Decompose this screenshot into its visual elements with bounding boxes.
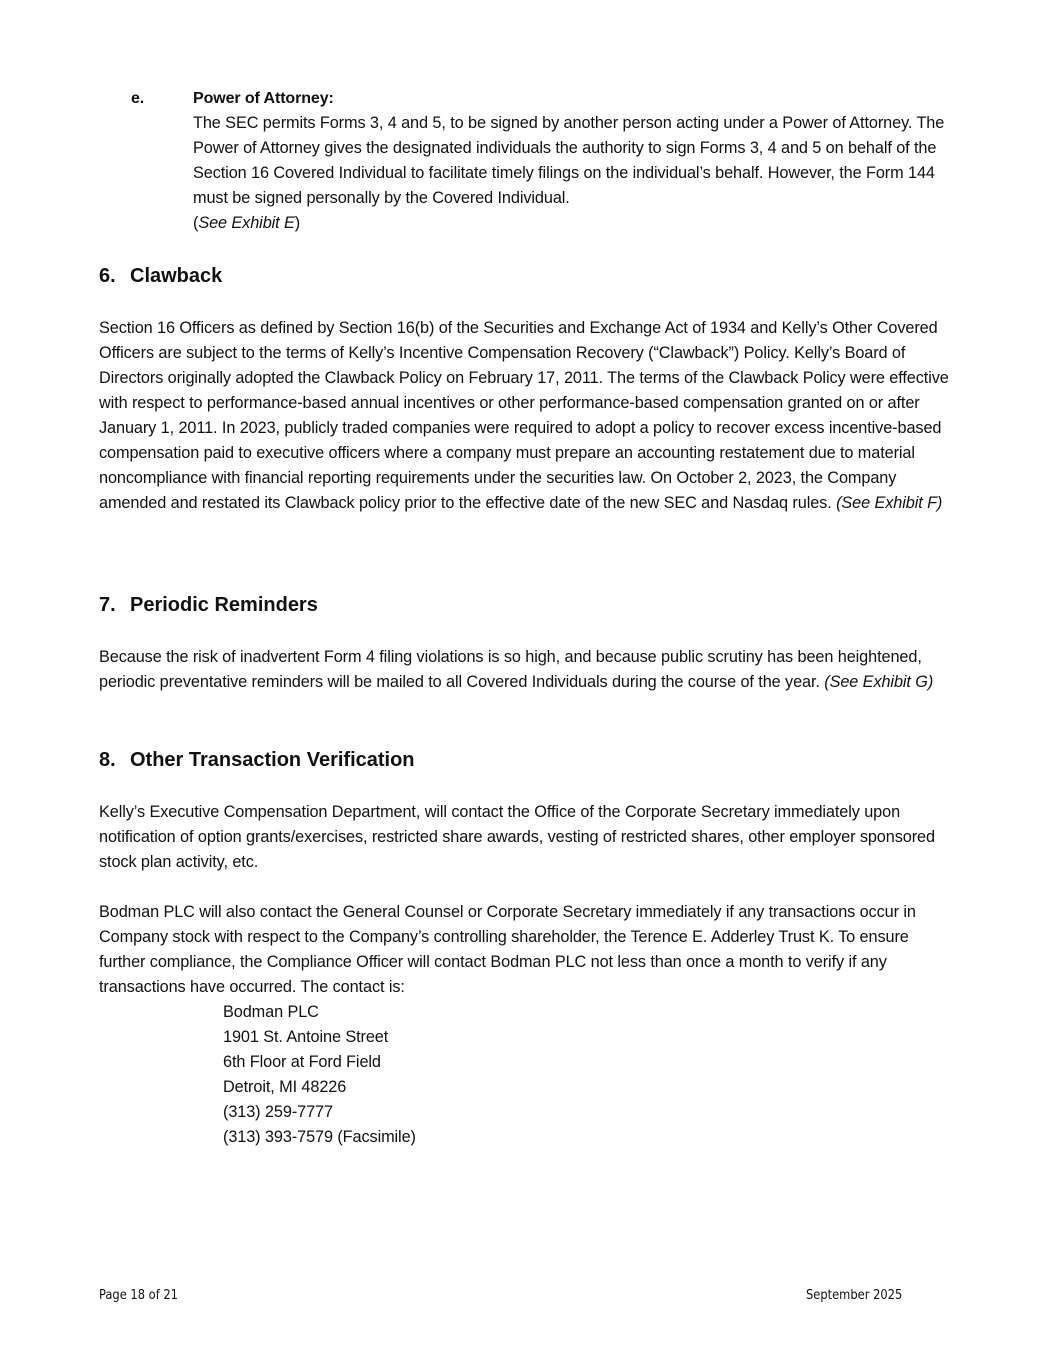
- section-title: Periodic Reminders: [130, 594, 318, 616]
- clawback-paragraph: [99, 316, 959, 516]
- section-number: 6.: [99, 265, 116, 287]
- contact-address: [223, 1000, 416, 1150]
- exhibit-ref-close: ): [294, 214, 301, 232]
- section-number: 8.: [99, 749, 116, 771]
- contact-street: 1901 St. Antoine Street: [223, 1028, 389, 1046]
- sub-item-title: Power of Attorney:: [193, 90, 334, 107]
- contact-floor: 6th Floor at Ford Field: [223, 1053, 381, 1071]
- exhibit-e-reference: See Exhibit E: [198, 214, 295, 232]
- document-date: September 2025: [806, 1287, 903, 1303]
- section-number: 7.: [99, 594, 116, 616]
- section-heading-clawback: [99, 263, 222, 289]
- section-title: Other Transaction Verification: [130, 749, 415, 771]
- sub-item-text: The SEC permits Forms 3, 4 and 5, to be signed by another person acting under a Power of Attorney. The Power of Attorney gives the designated individuals the authority to sign Forms 3, 4 and 5 on behalf of the Section 16 Covered Individual to facilitate timely filings on the individual’s behalf. However, the Form 144 must be signed personally by the Covered Individual.: [193, 114, 945, 207]
- section-heading-periodic-reminders: [99, 592, 318, 618]
- contact-fax: (313) 393-7579 (Facsimile): [223, 1128, 416, 1146]
- contact-phone: (313) 259-7777: [223, 1103, 333, 1121]
- section-title: Clawback: [130, 265, 223, 287]
- page-number: Page 18 of 21: [99, 1287, 178, 1303]
- exhibit-f-reference: (See Exhibit F): [836, 494, 943, 512]
- exhibit-g-reference: (See Exhibit G): [824, 673, 934, 691]
- sub-item-letter: e.: [131, 90, 145, 107]
- paragraph-text: Because the risk of inadvertent Form 4 filing violations is so high, and because public scrutiny has been heightened, periodic preventative reminders will be mailed to all Covered Individuals during the course of the year.: [99, 648, 922, 691]
- paragraph-text: Section 16 Officers as defined by Section 16(b) of the Securities and Exchange Act of 1934 and Kelly’s Other Covered Officers are subject to the terms of Kelly’s Incentive Compensation Recovery (“Clawback”) Policy. Kelly’s Board of Directors originally adopted the Clawback Policy on February 17, 2011. The terms of the Clawback Policy were effective with respect to performance-based annual incentives or other performance-based compensation granted on or after January 1, 2011. In 2023, publicly traded companies were required to adopt a policy to recover excess incentive-based compensation paid to executive officers where a company must prepare an accounting restatement due to material noncompliance with financial reporting requirements under the securities law. On October 2, 2023, the Company amended and restated its Clawback policy prior to the effective date of the new SEC and Nasdaq rules.: [99, 319, 949, 512]
- bodman-paragraph: [99, 900, 959, 1000]
- contact-name: Bodman PLC: [223, 1003, 319, 1021]
- exec-comp-paragraph: [99, 800, 959, 875]
- paragraph-text: Bodman PLC will also contact the General Counsel or Corporate Secretary immediately if any transactions occur in Company stock with respect to the Company’s controlling shareholder, the Terence E. Adderley Trust K. To ensure further compliance, the Compliance Officer will contact Bodman PLC not less than once a month to verify if any transactions have occurred. The contact is:: [99, 903, 916, 996]
- paragraph-text: Kelly’s Executive Compensation Department, will contact the Office of the Corporate Secretary immediately upon notification of option grants/exercises, restricted share awards, vesting of restricted shares, other employer sponsored stock plan activity, etc.: [99, 803, 935, 871]
- section-heading-other-transaction-verification: [99, 747, 415, 773]
- periodic-reminders-paragraph: [99, 645, 959, 695]
- contact-city-state-zip: Detroit, MI 48226: [223, 1078, 347, 1096]
- exhibit-ref-open: (: [193, 214, 199, 232]
- sub-item-body: [193, 111, 963, 236]
